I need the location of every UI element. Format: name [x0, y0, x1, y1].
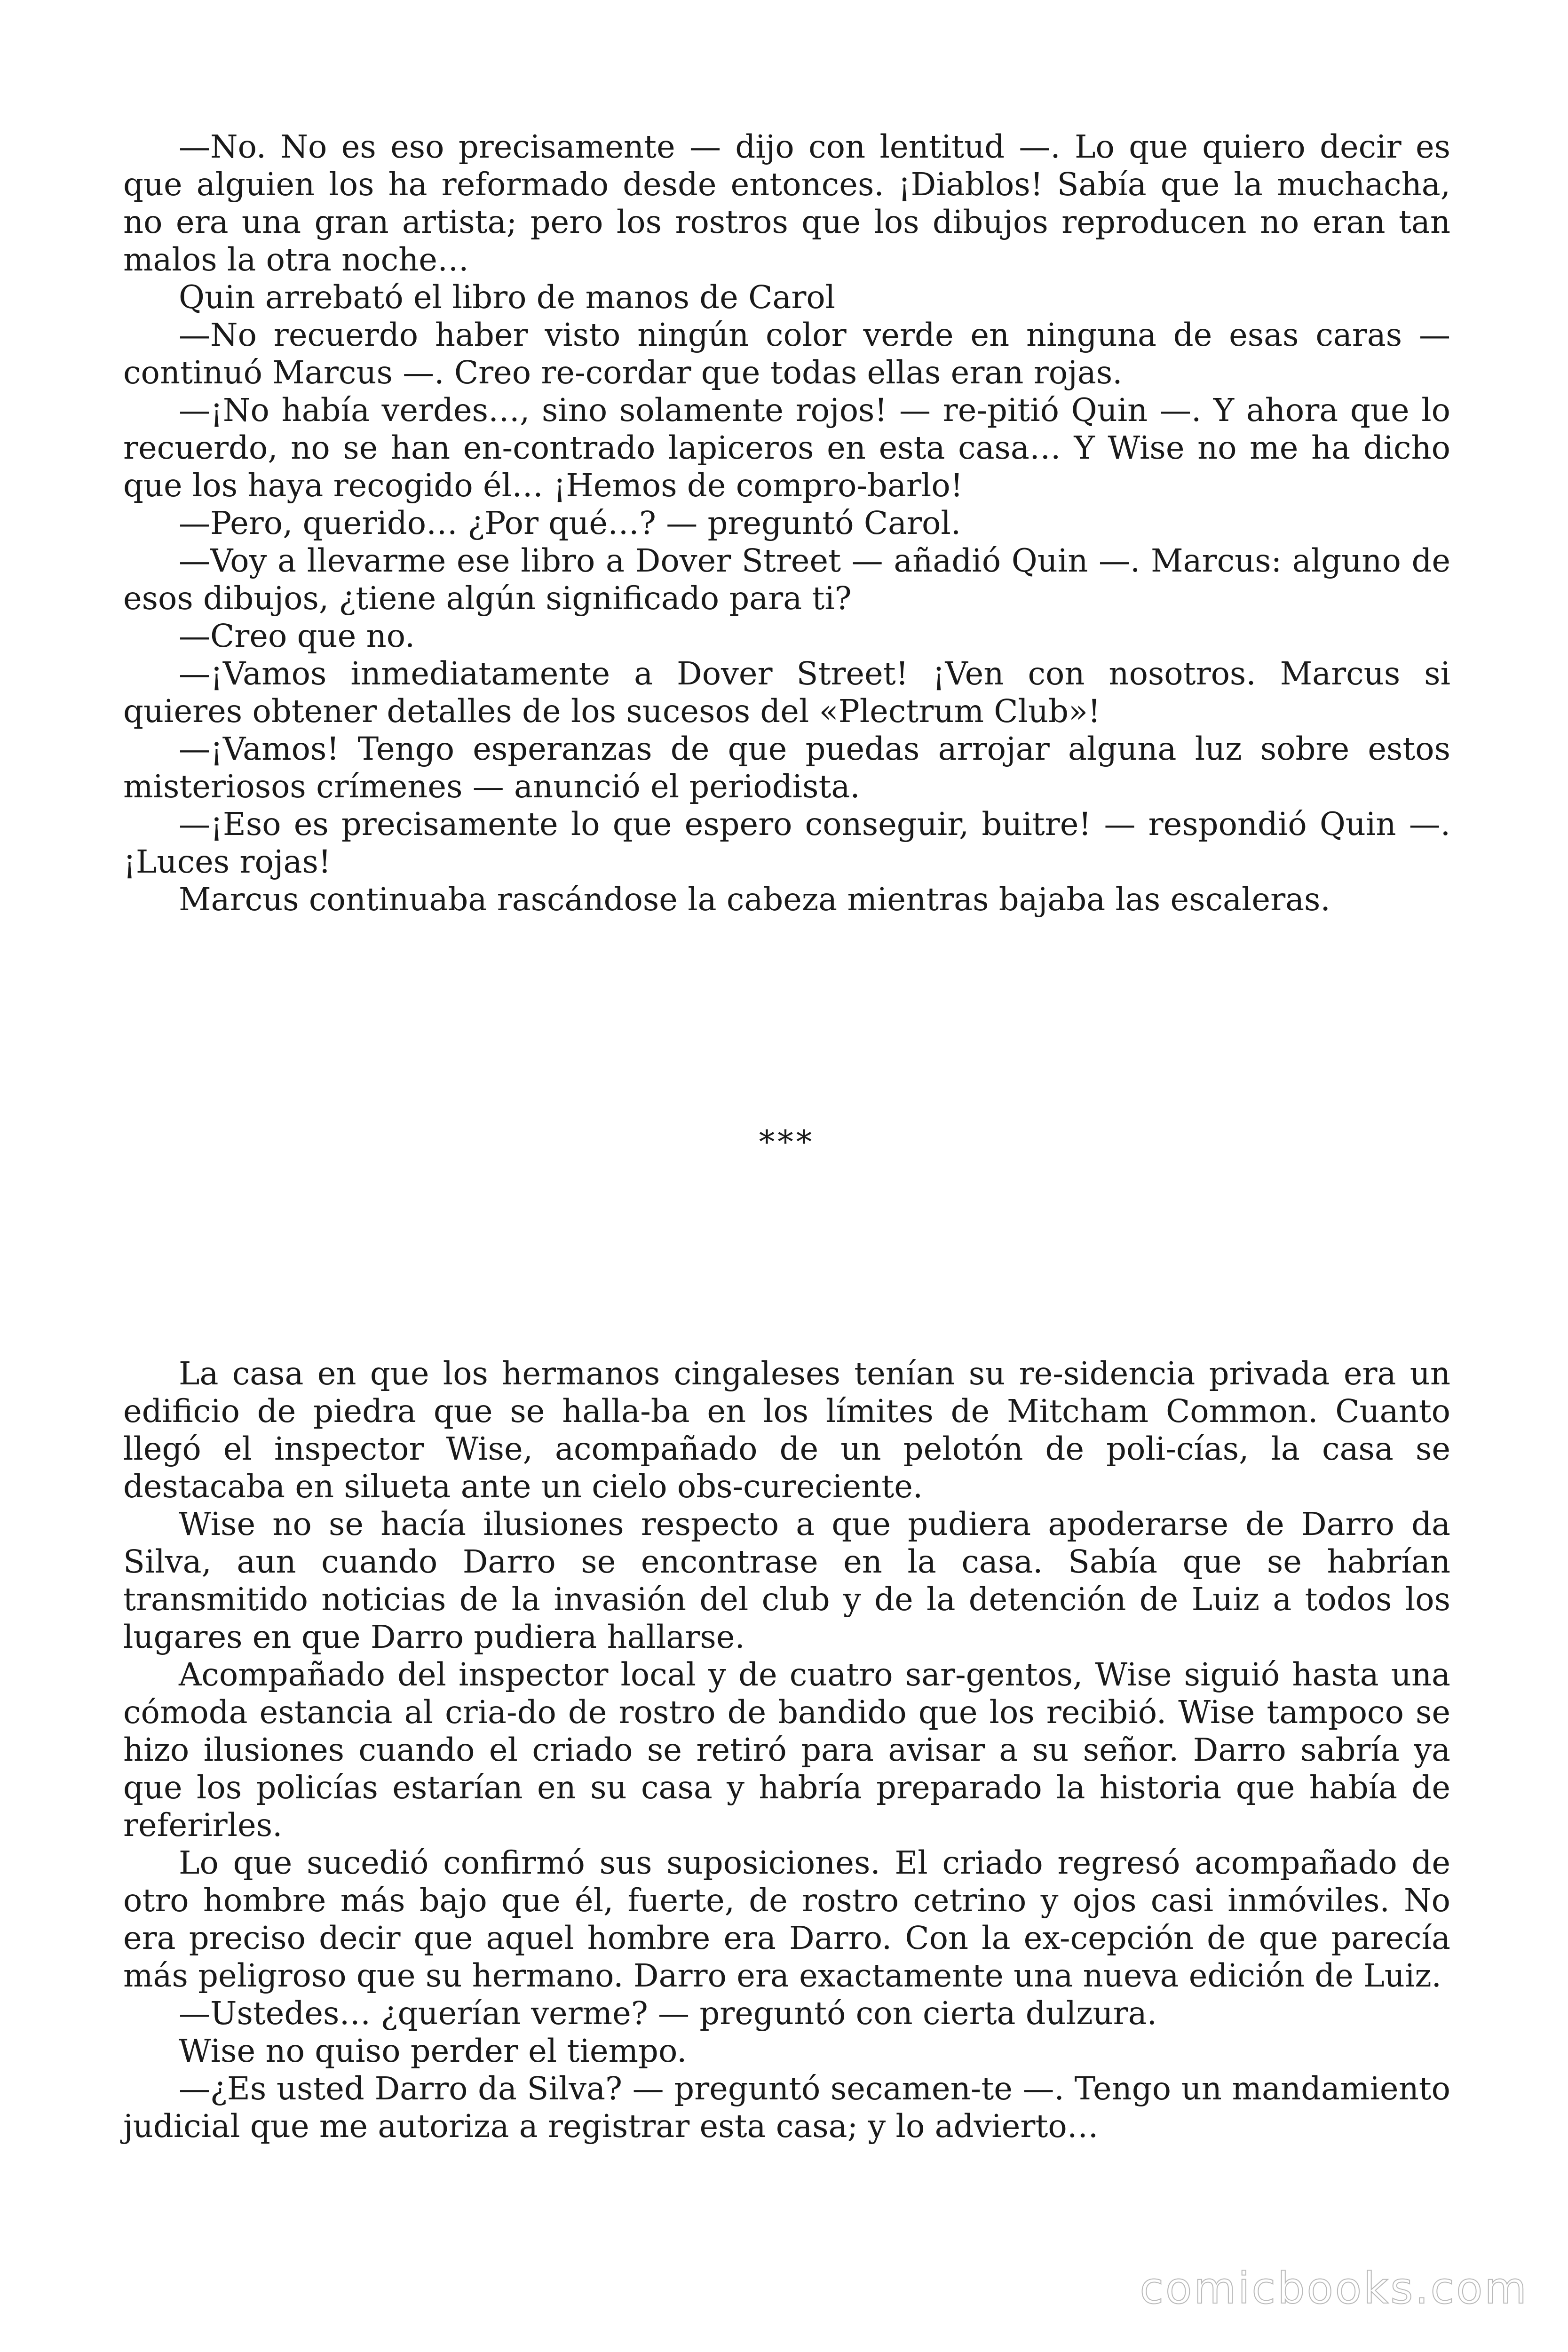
paragraph: —¡Vamos! Tengo esperanzas de que puedas arrojar alguna luz sobre estos misteriosos crímenes — anunció el periodista.	[123, 731, 1450, 805]
scene-break: ***	[759, 1124, 815, 1160]
paragraph: —Voy a llevarme ese libro a Dover Street — añadió Quin —. Marcus: alguno de esos dibujos, ¿tiene algún significado para ti?	[123, 542, 1450, 617]
paragraph: Acompañado del inspector local y de cuatro sar-gentos, Wise siguió hasta una cómoda estancia al cria-do de rostro de bandido que los recibió. Wise tampoco se hizo ilusiones cuando el criado se retiró para avisar a su señor. Darro sabría ya que los policías estarían en su casa y habría preparado la historia que había de referirles.	[123, 1656, 1450, 1843]
paragraph: Marcus continuaba rascándose la cabeza mientras bajaba las escaleras.	[179, 881, 1330, 918]
paragraph: —Pero, querido… ¿Por qué…? — preguntó Carol.	[179, 505, 961, 541]
paragraph: Quin arrebató el libro de manos de Carol	[179, 279, 836, 316]
paragraph: —¡No había verdes…, sino solamente rojos! — re-pitió Quin —. Y ahora que lo recuerdo, no se han en-contrado lapiceros en esta casa… Y Wise no me ha dicho que los haya recogido él… ¡Hemos de compro-barlo!	[123, 392, 1450, 504]
watermark: comicbooks.com	[1140, 2263, 1528, 2313]
paragraph: —Creo que no.	[179, 618, 415, 654]
paragraph: —No recuerdo haber visto ningún color verde en ninguna de esas caras — continuó Marcus —. Creo re-cordar que todas ellas eran rojas.	[123, 317, 1450, 391]
text-section-bottom	[123, 1355, 1450, 2145]
paragraph: —No. No es eso precisamente — dijo con lentitud —. Lo que quiero decir es que alguien los ha reformado desde entonces. ¡Diablos! Sabía que la muchacha, no era una gran artista; pero los rostros que los dibujos reproducen no eran tan malos la otra noche…	[123, 128, 1450, 278]
paragraph: Lo que sucedió confirmó sus suposiciones. El criado regresó acompañado de otro hombre más bajo que él, fuerte, de rostro cetrino y ojos casi inmóviles. No era preciso decir que aquel hombre era Darro. Con la ex-cepción de que parecía más peligroso que su hermano. Darro era exactamente una nueva edición de Luiz.	[123, 1844, 1450, 1994]
paragraph: Wise no se hacía ilusiones respecto a que pudiera apoderarse de Darro da Silva, aun cuando Darro se encontrase en la casa. Sabía que se habrían transmitido noticias de la invasión del club y de la detención de Luiz a todos los lugares en que Darro pudiera hallarse.	[123, 1506, 1450, 1655]
paragraph: —¡Eso es precisamente lo que espero conseguir, buitre! — respondió Quin —. ¡Luces rojas!	[123, 806, 1450, 880]
paragraph: La casa en que los hermanos cingaleses tenían su re-sidencia privada era un edificio de piedra que se halla-ba en los límites de Mitcham Common. Cuanto llegó el inspector Wise, acompañado de un pelotón de poli-cías, la casa se destacaba en silueta ante un cielo obs-cureciente.	[123, 1355, 1450, 1505]
paragraph: —Ustedes… ¿querían verme? — preguntó con cierta dulzura.	[179, 1995, 1157, 2032]
text-section-top	[123, 128, 1450, 918]
paragraph: Wise no quiso perder el tiempo.	[179, 2033, 687, 2069]
paragraph: —¡Vamos inmediatamente a Dover Street! ¡Ven con nosotros. Marcus si quieres obtener detalles de los sucesos del «Plectrum Club»!	[123, 655, 1450, 730]
paragraph: —¿Es usted Darro da Silva? — preguntó secamen-te —. Tengo un mandamiento judicial que me autoriza a registrar esta casa; y lo advierto…	[123, 2070, 1450, 2145]
